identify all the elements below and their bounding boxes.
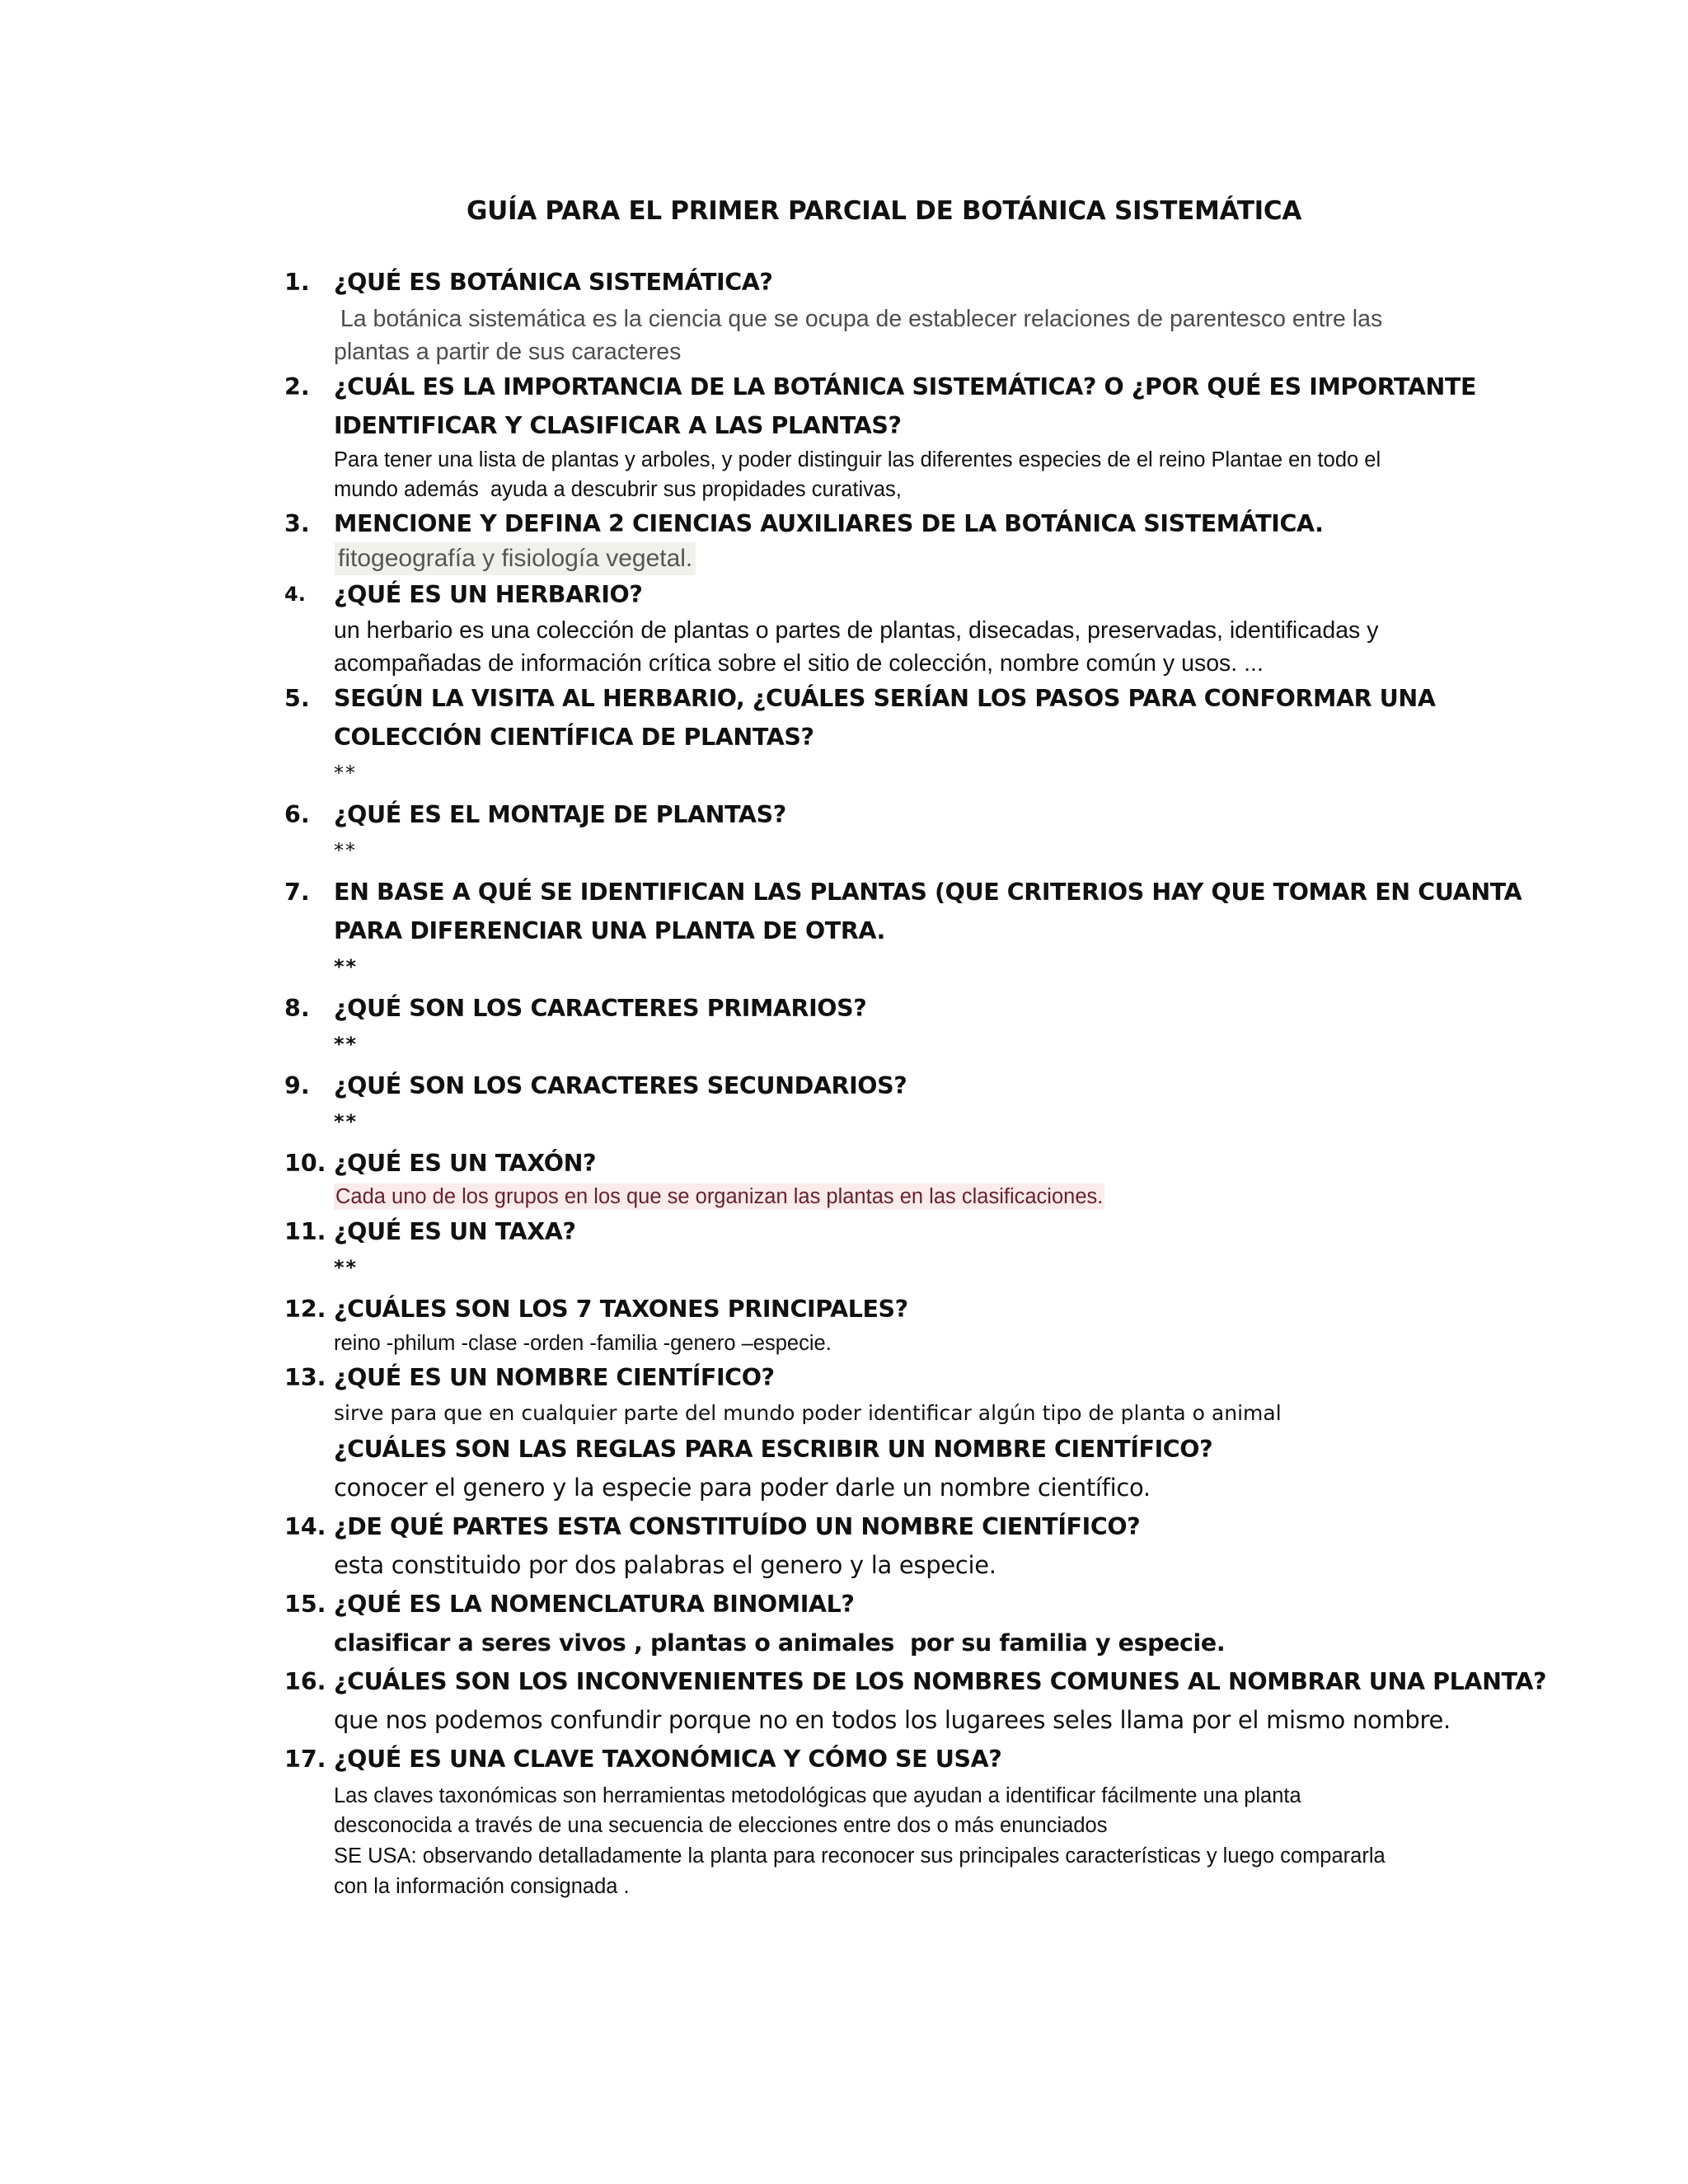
question: ¿DE QUÉ PARTES ESTA CONSTITUÍDO UN NOMBRE CIENTÍFICO? <box>334 1513 1141 1540</box>
item-number: 2. <box>284 373 310 401</box>
answer-placeholder: ** <box>334 839 357 862</box>
item-number: 14. <box>284 1513 326 1540</box>
answer: sirve para que en cualquier parte del mundo poder identificar algún tipo de planta o animal <box>334 1401 1282 1425</box>
item-number: 16. <box>284 1668 326 1695</box>
item-number: 11. <box>284 1218 326 1245</box>
item-number: 10. <box>284 1150 326 1177</box>
question: PARA DIFERENCIAR UNA PLANTA DE OTRA. <box>334 917 885 944</box>
answer: Para tener una lista de plantas y arboles, y poder distinguir las diferentes especies de el reino Plantae en todo el <box>334 448 1381 471</box>
question: ¿QUÉ ES UN HERBARIO? <box>334 581 643 608</box>
question: COLECCIÓN CIENTÍFICA DE PLANTAS? <box>334 724 814 751</box>
item-number: 9. <box>284 1072 310 1099</box>
question: ¿QUÉ SON LOS CARACTERES PRIMARIOS? <box>334 995 867 1022</box>
answer-highlighted: Cada uno de los grupos en los que se organizan las plantas en las clasificaciones. <box>335 1185 1104 1208</box>
answer: SE USA: observando detalladamente la planta para reconocer sus principales características y luego compararla <box>334 1844 1386 1868</box>
answer: desconocida a través de una secuencia de elecciones entre dos o más enunciados <box>334 1814 1108 1837</box>
question: ¿QUÉ ES EL MONTAJE DE PLANTAS? <box>334 801 786 828</box>
item-number: 12. <box>284 1296 326 1323</box>
answer-placeholder: ** <box>334 955 359 978</box>
question: ¿QUÉ ES UN TAXA? <box>334 1218 576 1245</box>
question: ¿QUÉ ES BOTÁNICA SISTEMÁTICA? <box>334 269 773 296</box>
answer: un herbario es una colección de plantas o partes de plantas, disecadas, preservadas, identificadas y <box>334 617 1379 644</box>
answer: conocer el genero y la especie para poder darle un nombre científico. <box>334 1474 1151 1502</box>
question: ¿CUÁLES SON LOS INCONVENIENTES DE LOS NOMBRES COMUNES AL NOMBRAR UNA PLANTA? <box>334 1668 1547 1695</box>
question: ¿QUÉ ES LA NOMENCLATURA BINOMIAL? <box>334 1591 855 1618</box>
question: ¿CUÁLES SON LOS 7 TAXONES PRINCIPALES? <box>334 1296 908 1323</box>
answer-highlighted: fitogeografía y fisiología vegetal. <box>335 542 696 575</box>
page-title: GUÍA PARA EL PRIMER PARCIAL DE BOTÁNICA SISTEMÁTICA <box>467 196 1302 226</box>
answer-placeholder: ** <box>334 1033 359 1056</box>
question: ¿QUÉ ES UNA CLAVE TAXONÓMICA Y CÓMO SE USA? <box>334 1746 1002 1773</box>
item-number: 7. <box>284 879 310 906</box>
answer-placeholder: ** <box>334 1256 359 1279</box>
answer: plantas a partir de sus caracteres <box>334 339 682 365</box>
answer: reino -philum -clase -orden -familia -genero –especie. <box>334 1332 832 1355</box>
item-number: 13. <box>284 1364 326 1391</box>
question: SEGÚN LA VISITA AL HERBARIO, ¿CUÁLES SERÍAN LOS PASOS PARA CONFORMAR UNA <box>334 685 1436 712</box>
answer: clasificar a seres vivos , plantas o animales por su familia y especie. <box>334 1629 1226 1657</box>
answer-placeholder: ** <box>334 1110 359 1133</box>
item-number: 5. <box>284 685 310 712</box>
item-number: 1. <box>284 269 310 296</box>
sub-question: ¿CUÁLES SON LAS REGLAS PARA ESCRIBIR UN NOMBRE CIENTÍFICO? <box>334 1436 1213 1463</box>
question: MENCIONE Y DEFINA 2 CIENCIAS AUXILIARES DE LA BOTÁNICA SISTEMÁTICA. <box>334 510 1324 537</box>
answer-placeholder: ** <box>334 762 357 785</box>
answer: que nos podemos confundir porque no en todos los lugarees seles llama por el mismo nombre. <box>334 1706 1451 1734</box>
question: IDENTIFICAR Y CLASIFICAR A LAS PLANTAS? <box>334 412 902 439</box>
item-number: 8. <box>284 995 310 1022</box>
item-number: 4. <box>284 583 306 606</box>
answer: mundo además ayuda a descubrir sus propidades curativas, <box>334 478 902 501</box>
question: ¿QUÉ ES UN NOMBRE CIENTÍFICO? <box>334 1364 775 1391</box>
answer: con la información consignada . <box>334 1875 630 1898</box>
item-number: 17. <box>284 1746 326 1773</box>
item-number: 3. <box>284 510 310 537</box>
question: ¿QUÉ SON LOS CARACTERES SECUNDARIOS? <box>334 1072 907 1099</box>
question: EN BASE A QUÉ SE IDENTIFICAN LAS PLANTAS (QUE CRITERIOS HAY QUE TOMAR EN CUANTA <box>334 879 1522 906</box>
question: ¿QUÉ ES UN TAXÓN? <box>334 1150 597 1177</box>
answer: esta constituido por dos palabras el genero y la especie. <box>334 1551 996 1579</box>
answer: Las claves taxonómicas son herramientas metodológicas que ayudan a identificar fácilmente una planta <box>334 1784 1301 1807</box>
question: ¿CUÁL ES LA IMPORTANCIA DE LA BOTÁNICA SISTEMÁTICA? O ¿POR QUÉ ES IMPORTANTE <box>334 373 1477 401</box>
answer: acompañadas de información crítica sobre el sitio de colección, nombre común y usos. ... <box>334 650 1264 677</box>
answer: La botánica sistemática es la ciencia que se ocupa de establecer relaciones de parentesco entre las <box>334 306 1383 332</box>
item-number: 6. <box>284 801 310 828</box>
item-number: 15. <box>284 1591 326 1618</box>
